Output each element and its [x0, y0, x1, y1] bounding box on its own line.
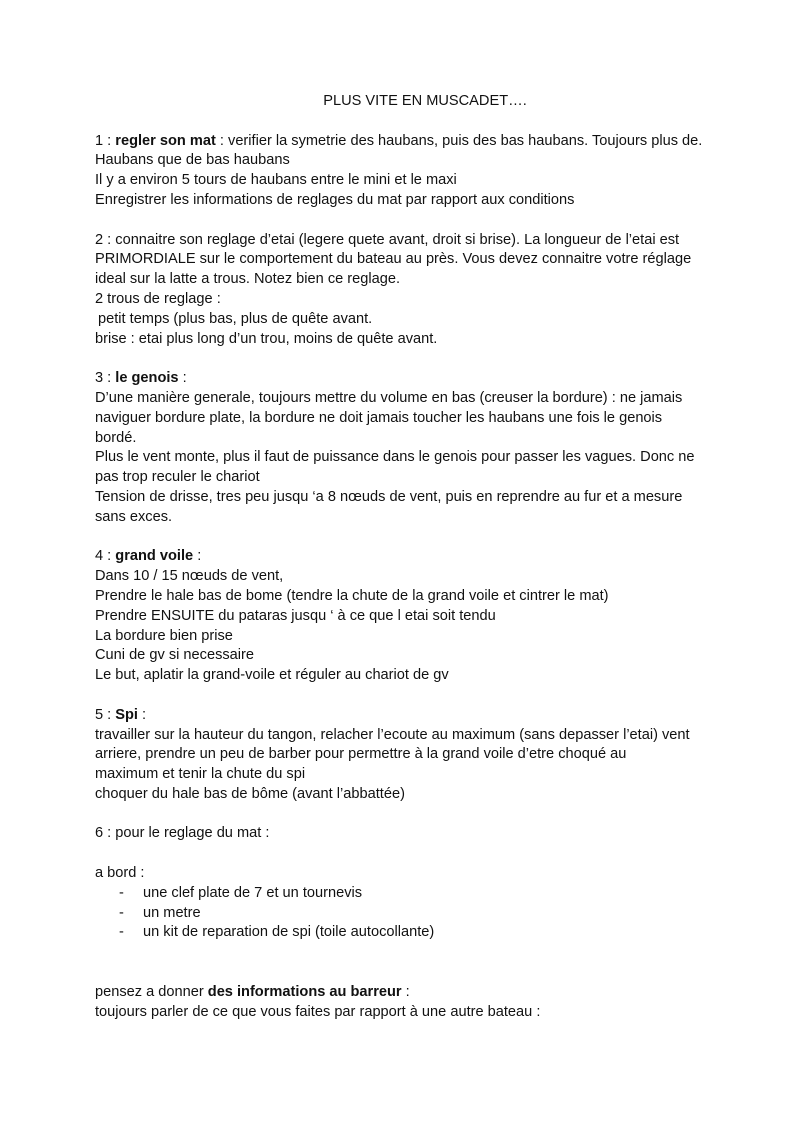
list-item-text: un metre	[143, 904, 201, 921]
spacer	[95, 844, 725, 864]
section-4-line-5: La bordure bien prise	[95, 627, 233, 644]
section-2-line-5: petit temps (plus bas, plus de quête avant.	[98, 310, 373, 327]
section-1-line-3: Il y a environ 5 tours de haubans entre le mini et le maxi	[95, 172, 457, 189]
section-4-line-6: Cuni de gv si necessaire	[95, 647, 254, 664]
section-1-line-2: Haubans que de bas haubans	[95, 152, 290, 169]
section-3-line-6: pas trop reculer le chariot	[95, 469, 260, 486]
section-3	[95, 369, 725, 527]
section-2-line-4: 2 trous de reglage :	[95, 290, 221, 307]
section-7-line-2: toujours parler de ce que vous faites par rapport à une autre bateau :	[95, 1003, 541, 1020]
section-1-text: : verifier la symetrie des haubans, puis des bas haubans. Toujours plus de.	[215, 132, 703, 149]
section-1-line-4: Enregistrer les informations de reglages du mat par rapport aux conditions	[95, 191, 575, 208]
section-3-line-5: Plus le vent monte, plus il faut de puissance dans le genois pour passer les vagues. Donc ne	[95, 449, 695, 466]
dash-marker: -	[119, 884, 124, 901]
section-3-line-3: naviguer bordure plate, la bordure ne doit jamais toucher les haubans une fois le genois	[95, 409, 663, 426]
section-7-prefix: pensez a donner	[95, 983, 208, 1000]
section-7-heading-line	[95, 983, 725, 1003]
section-4	[95, 547, 725, 686]
section-5-number: 5 :	[95, 706, 116, 723]
list-item-text: une clef plate de 7 et un tournevis	[143, 884, 363, 901]
spacer	[95, 528, 725, 548]
section-3-line-7: Tension de drisse, tres peu jusqu ‘a 8 nœuds de vent, puis en reprendre au fur et a mesure	[95, 488, 683, 505]
section-4-line-4: Prendre ENSUITE du pataras jusqu ‘ à ce que l etai soit tendu	[95, 607, 496, 624]
section-4-number: 4 :	[95, 548, 116, 565]
section-1-number: 1 :	[95, 132, 116, 149]
section-7	[95, 983, 725, 1023]
spacer	[95, 805, 725, 825]
section-7-heading: des informations au barreur	[207, 983, 402, 1000]
list-item	[95, 923, 725, 943]
dash-marker: -	[119, 904, 124, 921]
section-5	[95, 706, 725, 805]
spacer	[95, 686, 725, 706]
spacer	[95, 943, 725, 983]
section-5-heading-line	[95, 706, 725, 726]
section-4-line-7: Le but, aplatir la grand-voile et réguler au chariot de gv	[95, 667, 449, 684]
section-6-line-1: 6 : pour le reglage du mat :	[95, 825, 270, 842]
section-3-colon: :	[178, 370, 187, 387]
section-1-heading: regler son mat	[115, 132, 216, 149]
section-5-line-3: arriere, prendre un peu de barber pour permettre à la grand voile d’etre choqué au	[95, 746, 627, 763]
section-1-heading-line	[95, 132, 725, 152]
section-7-colon: :	[401, 983, 410, 1000]
section-2-line-6: brise : etai plus long d’un trou, moins de quête avant.	[95, 330, 438, 347]
section-3-heading-line	[95, 369, 725, 389]
document-page	[95, 92, 725, 1022]
section-5-line-5: choquer du hale bas de bôme (avant l’abbattée)	[95, 785, 405, 802]
equipment-list	[95, 884, 725, 943]
dash-marker: -	[119, 924, 124, 941]
section-6	[95, 824, 725, 943]
section-2-line-3: ideal sur la latte a trous. Notez bien ce reglage.	[95, 271, 401, 288]
section-5-line-4: maximum et tenir la chute du spi	[95, 766, 306, 783]
section-4-colon: :	[193, 548, 202, 565]
section-4-heading: grand voile	[115, 548, 194, 565]
section-3-heading: le genois	[115, 370, 179, 387]
section-4-heading-line	[95, 547, 725, 567]
section-4-line-2: Dans 10 / 15 nœuds de vent,	[95, 568, 284, 585]
section-4-line-3: Prendre le hale bas de bome (tendre la chute de la grand voile et cintrer le mat)	[95, 587, 609, 604]
list-item	[95, 884, 725, 904]
section-5-colon: :	[137, 706, 147, 723]
spacer	[95, 211, 725, 231]
section-5-line-2: travailler sur la hauteur du tangon, relacher l’ecoute au maximum (sans depasser l’etai) vent	[95, 726, 690, 743]
section-3-number: 3 :	[95, 370, 116, 387]
section-3-line-4: bordé.	[95, 429, 137, 446]
section-2-line-2: PRIMORDIALE sur le comportement du bateau au près. Vous devez connaitre votre réglage	[95, 251, 692, 268]
section-3-line-2: D’une manière generale, toujours mettre du volume en bas (creuser la bordure) : ne jamais	[95, 389, 683, 406]
section-2	[95, 231, 725, 350]
list-item	[95, 904, 725, 924]
document-title: PLUS VITE EN MUSCADET….	[323, 93, 527, 109]
section-5-heading: Spi	[115, 706, 138, 723]
list-item-text: un kit de reparation de spi (toile autocollante)	[143, 924, 435, 941]
section-1	[95, 132, 725, 211]
section-3-line-8: sans exces.	[95, 508, 173, 525]
spacer	[95, 349, 725, 369]
section-2-line-1: 2 : connaitre son reglage d’etai (legere quete avant, droit si brise). La longueur de l’etai est	[95, 231, 680, 248]
section-6-aboard: a bord :	[95, 865, 145, 882]
